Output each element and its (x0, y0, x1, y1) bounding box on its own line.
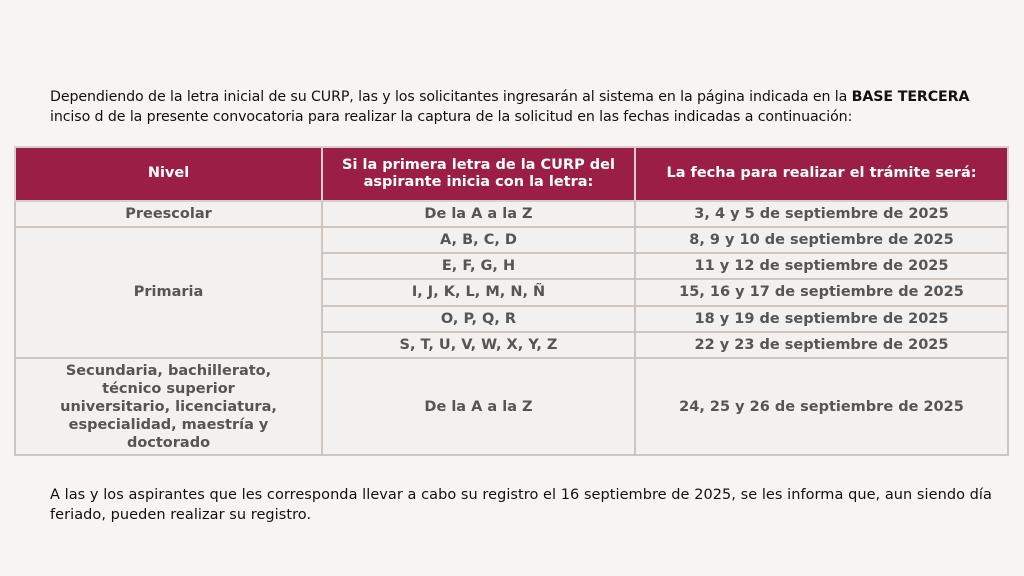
table-row (15, 358, 1008, 455)
level-preescolar: Preescolar (15, 201, 322, 227)
level-primaria: Primaria (15, 227, 322, 358)
letters-cell: I, J, K, L, M, N, Ñ (322, 279, 635, 305)
header-nivel: Nivel (15, 147, 322, 201)
table-header-row (15, 147, 1008, 201)
date-cell: 24, 25 y 26 de septiembre de 2025 (635, 358, 1008, 455)
letters-cell: A, B, C, D (322, 227, 635, 253)
letters-cell: E, F, G, H (322, 253, 635, 279)
letters-cell: S, T, U, V, W, X, Y, Z (322, 332, 635, 358)
table-row (15, 227, 1008, 253)
date-cell: 11 y 12 de septiembre de 2025 (635, 253, 1008, 279)
intro-paragraph (50, 88, 1010, 127)
date-cell: 15, 16 y 17 de septiembre de 2025 (635, 279, 1008, 305)
letters-cell: O, P, Q, R (322, 306, 635, 332)
date-cell: 18 y 19 de septiembre de 2025 (635, 306, 1008, 332)
table-row (15, 201, 1008, 227)
intro-bold-reference: BASE TERCERA (851, 89, 970, 106)
letters-cell: De la A a la Z (322, 201, 635, 227)
holiday-notice: A las y los aspirantes que les corresponda llevar a cabo su registro el 16 septiembre de 2025, se les informa que, aun siendo día feriado, pueden realizar su registro. (50, 486, 992, 523)
date-cell: 3, 4 y 5 de septiembre de 2025 (635, 201, 1008, 227)
header-letra: Si la primera letra de la CURP del aspirante inicia con la letra: (322, 147, 635, 201)
date-cell: 8, 9 y 10 de septiembre de 2025 (635, 227, 1008, 253)
letters-cell: De la A a la Z (322, 358, 635, 455)
header-fecha: La fecha para realizar el trámite será: (635, 147, 1008, 201)
intro-text-start: Dependiendo de la letra inicial de su CURP, las y los solicitantes ingresarán al sistema en la página indicada en la (50, 89, 852, 106)
date-cell: 22 y 23 de septiembre de 2025 (635, 332, 1008, 358)
level-secundaria-superior: Secundaria, bachillerato, técnico superior universitario, licenciatura, especialidad, maestría y doctorado (15, 358, 322, 455)
intro-text-end: inciso d de la presente convocatoria para realizar la captura de la solicitud en las fechas indicadas a continuación: (50, 108, 853, 125)
schedule-table (14, 146, 1009, 456)
